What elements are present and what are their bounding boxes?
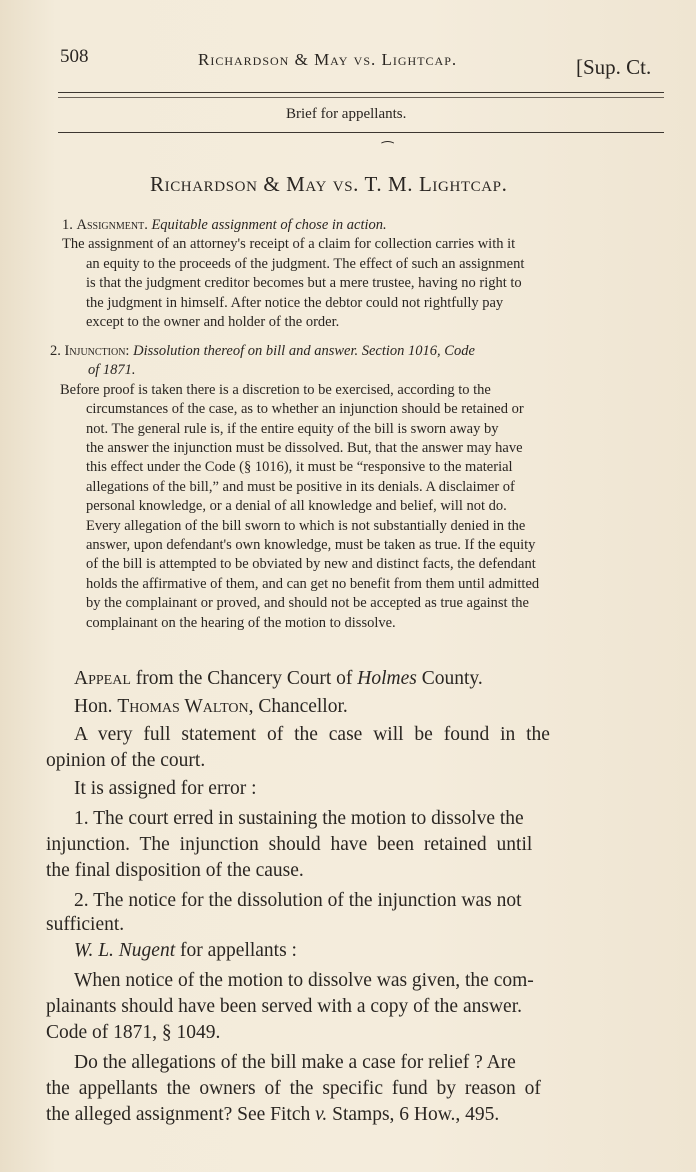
headnote-line: the answer the injunction must be dissolved. But, that the answer may have: [86, 440, 523, 457]
headnote-line: Before proof is taken there is a discretion to be exercised, according to the: [60, 381, 491, 398]
error-line: 2. The notice for the dissolution of the injunction was not: [74, 890, 522, 911]
headnote-line: is that the judgment creditor becomes but a mere trustee, having no right to: [86, 275, 522, 292]
headnote-line: the judgment in himself. After notice the debtor could not rightfully pay: [86, 294, 504, 311]
headnote-line: of 1871.: [88, 362, 136, 379]
header-rule-thin: [58, 97, 664, 98]
headnote-line: Every allegation of the bill sworn to which is not substantially denied in the: [86, 517, 526, 534]
argument-line: [46, 1100, 499, 1129]
citation-versus: v.: [315, 1104, 328, 1125]
statement-line: opinion of the court.: [46, 750, 206, 771]
headnote-line: not. The general rule is, if the entire equity of the bill is sworn away by: [86, 420, 499, 437]
court-label: [Sup. Ct.: [576, 55, 652, 79]
headnote-line: except to the owner and holder of the order.: [86, 314, 340, 331]
argument-line: Do the allegations of the bill make a case for relief ? Are: [74, 1052, 516, 1073]
headnote-line: personal knowledge, or a denial of all knowledge and belief, will not do.: [86, 498, 507, 515]
headnote-injunction: [50, 342, 670, 633]
header-rule: [58, 92, 664, 93]
appeal-line: [74, 664, 483, 693]
argument-line: When notice of the motion to dissolve was given, the com-: [74, 970, 534, 991]
argument-line: the appellants the owners of the specific fund by reason of: [46, 1078, 541, 1099]
judge-name: Thomas Walton: [117, 696, 249, 717]
headnote-heading: [50, 342, 670, 361]
headnote-number: 1.: [62, 217, 77, 233]
headnote-line: The assignment of an attorney's receipt of a claim for collection carries with it: [62, 236, 516, 253]
judge-title: , Chancellor.: [248, 696, 348, 717]
error-line: sufficient.: [46, 914, 125, 935]
headnote-line: this effect under the Code (§ 1016), it must be “responsive to the material: [86, 459, 513, 476]
running-title: Richardson & May vs. Lightcap.: [198, 50, 458, 69]
error-line: injunction. The injunction should have been retained until: [46, 834, 533, 855]
headnote-line: an equity to the proceeds of the judgment. The effect of such an assignment: [86, 255, 525, 272]
error-line: the final disposition of the cause.: [46, 860, 304, 881]
appeal-text-end: County.: [416, 668, 483, 689]
assigned-line: It is assigned for error :: [74, 778, 257, 799]
headnote-subtopic: Equitable assignment of chose in action.: [151, 217, 387, 233]
county-name: Holmes: [357, 668, 417, 689]
appeal-text: from the Chancery Court of: [130, 668, 358, 689]
headnote-line: circumstances of the case, as to whether an injunction should be retained or: [86, 401, 524, 418]
headnote-line: answer, upon defendant's own knowledge, must be taken as true. If the equity: [86, 537, 536, 554]
headnote-line: allegations of the bill,” and must be positive in its denials. A disclaimer of: [86, 478, 515, 495]
headnote-topic: Assignment.: [76, 217, 152, 233]
argument-line: plainants should have been served with a copy of the answer.: [46, 996, 522, 1017]
headnote-heading: [62, 216, 662, 235]
error-line: 1. The court erred in sustaining the motion to dissolve the: [74, 808, 524, 829]
brief-label: Brief for appellants.: [286, 106, 407, 122]
counsel-role: for appellants :: [175, 940, 297, 961]
page-number: 508: [60, 46, 89, 67]
ornament-icon: ⁀: [382, 143, 394, 158]
appeal-word: Appeal: [74, 668, 131, 689]
judge-line: [74, 692, 348, 721]
judge-prefix: Hon.: [74, 696, 118, 717]
citation-text: the alleged assignment? See Fitch: [46, 1104, 316, 1125]
headnote-topic: Injunction:: [64, 343, 134, 359]
counsel-line: [74, 936, 297, 965]
headnote-line: by the complainant or proved, and should not be accepted as true against the: [86, 595, 529, 612]
statement-line: A very full statement of the case will be found in the: [74, 724, 550, 745]
headnote-assignment: [62, 216, 662, 332]
headnote-line: complainant on the hearing of the motion to dissolve.: [86, 614, 396, 631]
case-title: Richardson & May vs. T. M. Lightcap.: [150, 172, 508, 196]
counsel-name: W. L. Nugent: [74, 940, 176, 961]
headnote-number: 2.: [50, 343, 65, 359]
citation-text-end: Stamps, 6 How., 495.: [327, 1104, 500, 1125]
headnote-line: of the bill is attempted to be obviated by new and distinct facts, the defendant: [86, 556, 536, 573]
brief-rule: [58, 132, 664, 133]
headnote-subtopic: Dissolution thereof on bill and answer. Section 1016, Code: [133, 343, 475, 359]
headnote-line: holds the affirmative of them, and can get no benefit from them until admitted: [86, 575, 540, 592]
argument-line: Code of 1871, § 1049.: [46, 1022, 221, 1043]
